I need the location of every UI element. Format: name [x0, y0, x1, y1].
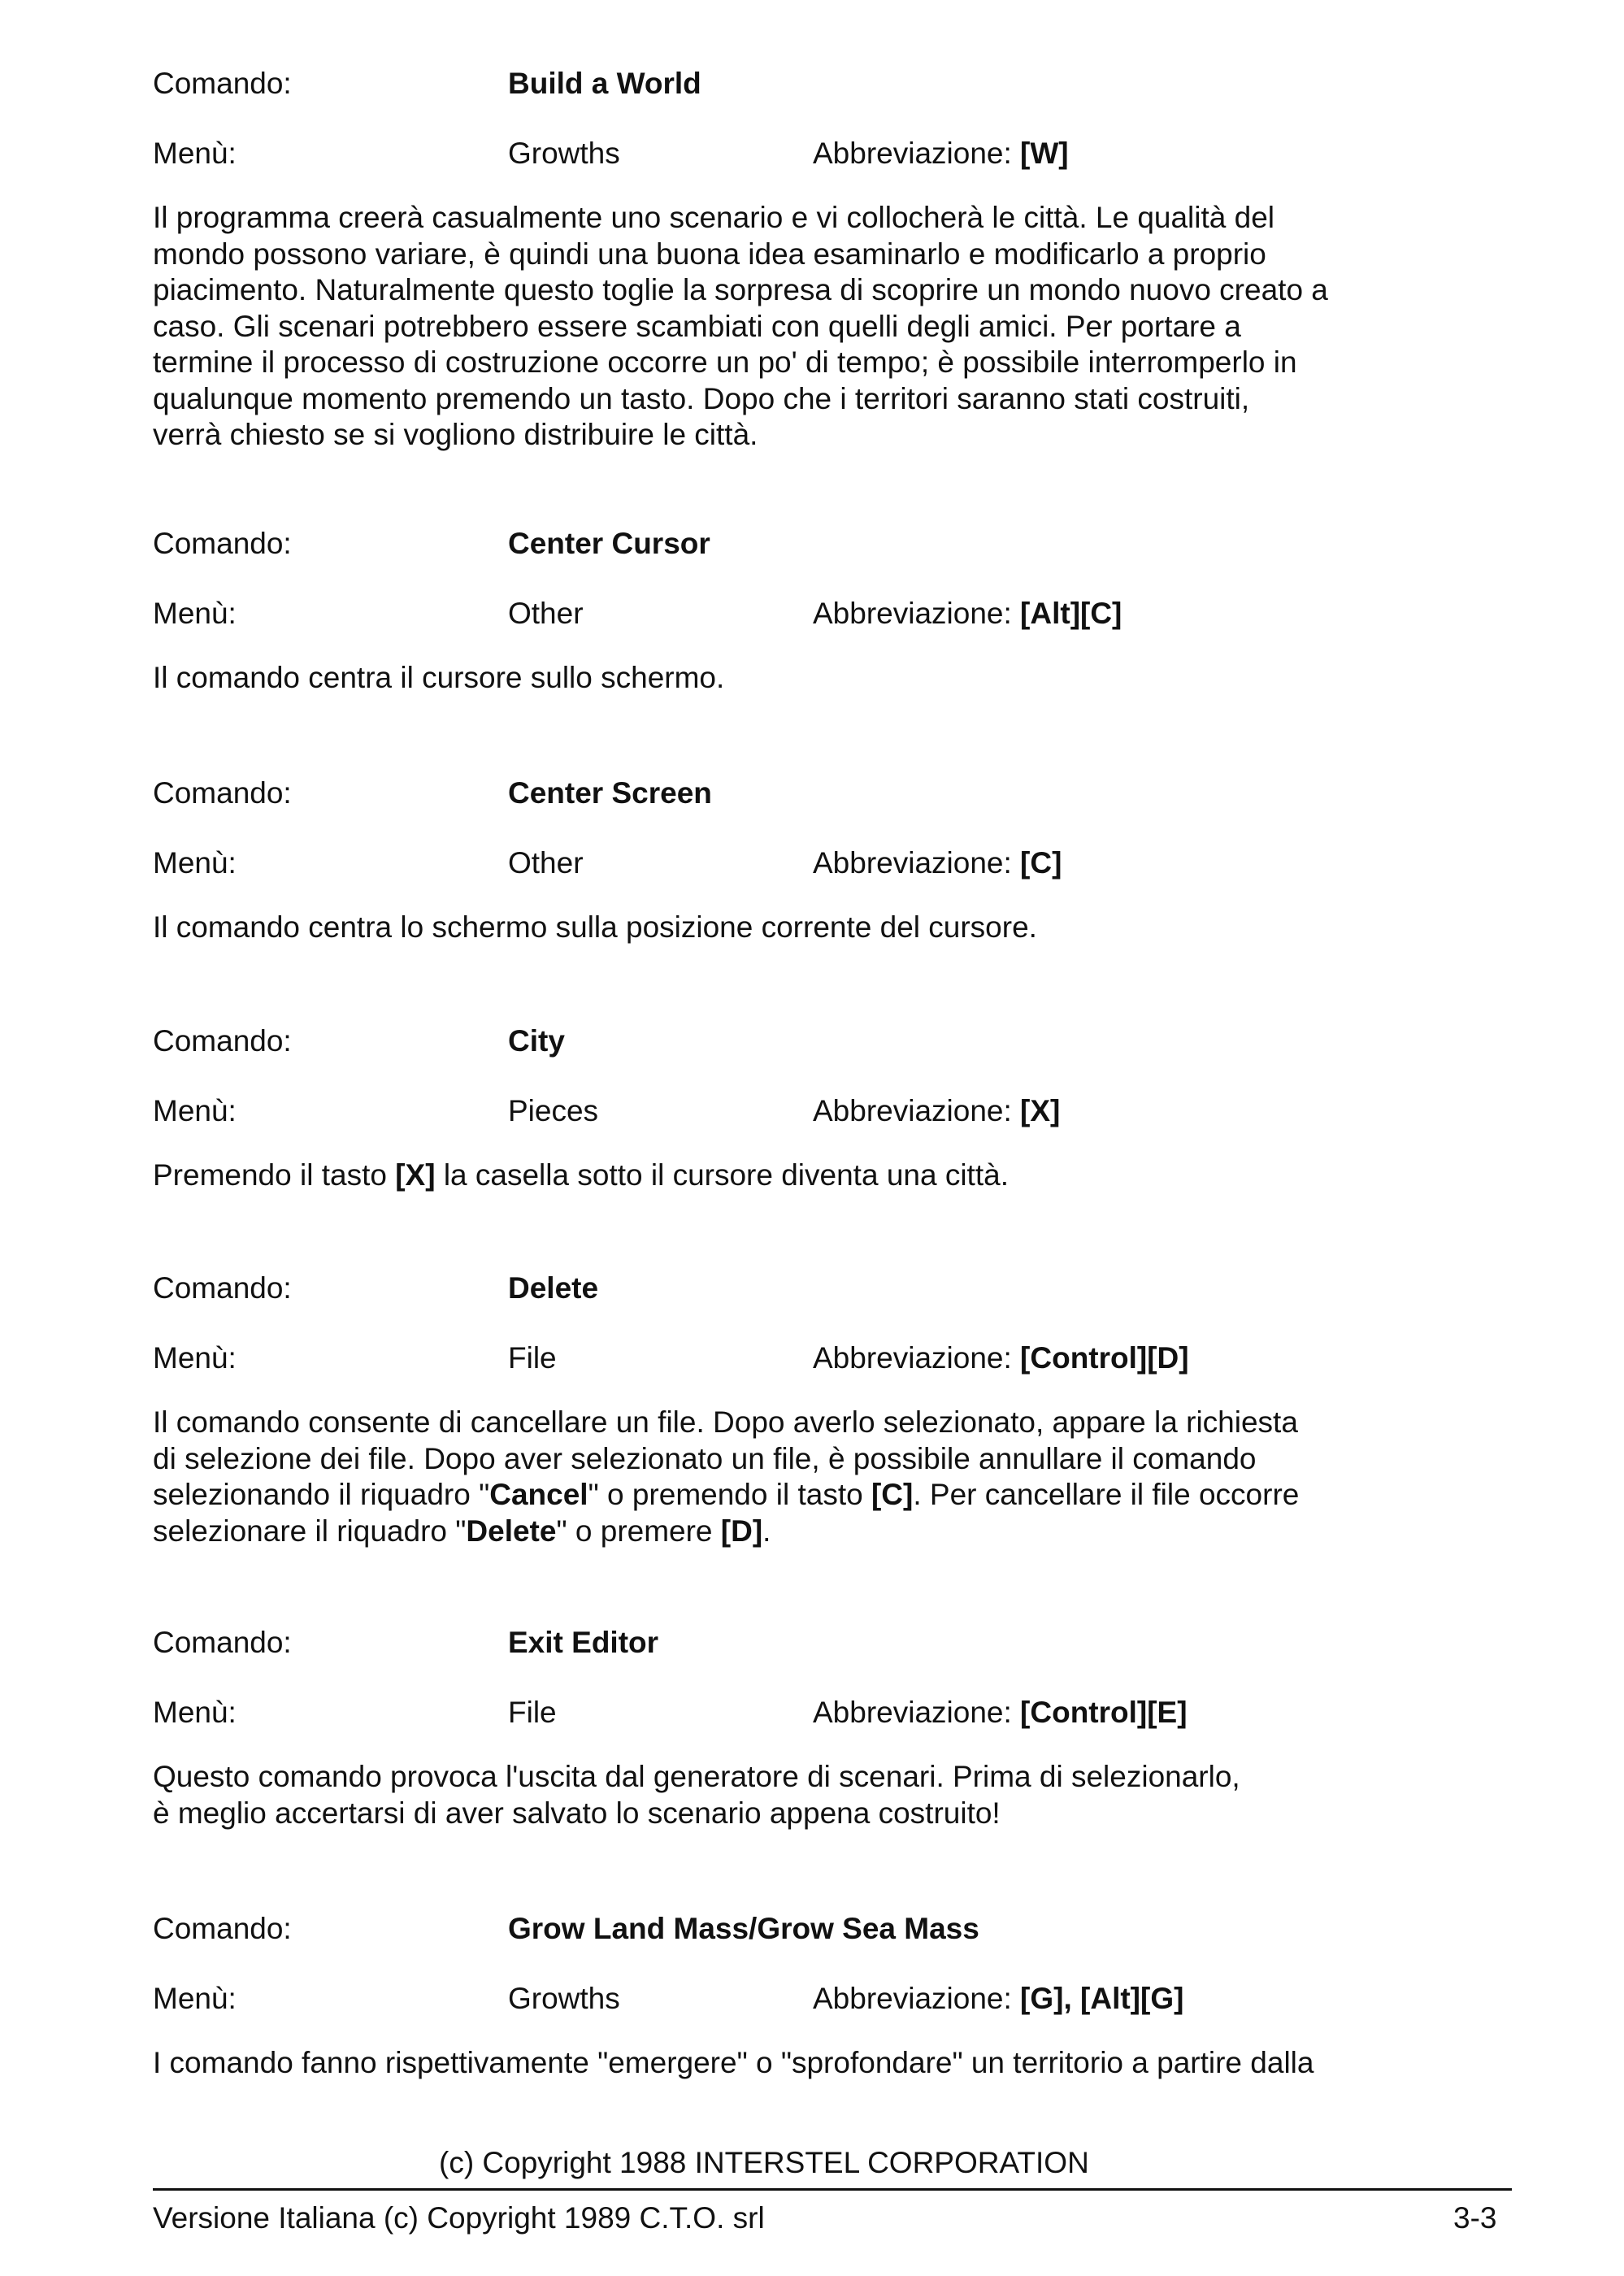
- command-description: Questo comando provoca l'uscita dal generatore di scenari. Prima di selezionarlo, è meglio accertarsi di aver salvato lo scenario appena costruito!: [153, 1760, 1240, 1830]
- menu-row: [153, 1974, 1518, 2024]
- command-entry-city: [153, 1016, 1518, 1194]
- command-name: Exit Editor: [508, 1626, 659, 1659]
- menu-label: Menù:: [153, 1341, 237, 1375]
- menu-value: File: [508, 1341, 557, 1375]
- command-entry-build-a-world: [153, 59, 1518, 454]
- command-name: Center Screen: [508, 776, 712, 810]
- command-name: Delete: [508, 1271, 599, 1305]
- command-label: Comando:: [153, 776, 292, 810]
- command-description: [153, 1405, 1518, 1549]
- menu-label: Menù:: [153, 846, 237, 880]
- footer-copyright: (c) Copyright 1988 INTERSTEL CORPORATION: [439, 2146, 1089, 2179]
- menu-label: Menù:: [153, 1982, 237, 2015]
- menu-value: Pieces: [508, 1094, 599, 1127]
- command-description: I comando fanno rispettivamente "emergere" o "sprofondare" un territorio a partire dalla: [153, 2046, 1314, 2079]
- description-text: Premendo il tasto: [153, 1158, 396, 1192]
- abbreviation-key: [Control][E]: [1020, 1696, 1188, 1729]
- description-text: " o premendo il tasto: [588, 1478, 871, 1511]
- key-text: [X]: [395, 1158, 436, 1192]
- key-text: Cancel: [489, 1478, 588, 1511]
- command-entry-grow-land-sea-mass: [153, 1904, 1518, 2082]
- abbreviation: [813, 128, 1069, 179]
- command-description: Il comando centra lo schermo sulla posizione corrente del cursore.: [153, 910, 1037, 944]
- abbreviation-key: [Alt][C]: [1020, 597, 1122, 630]
- description-text: la casella sotto il cursore diventa una città.: [435, 1158, 1009, 1192]
- command-label: Comando:: [153, 1626, 292, 1659]
- command-entry-center-screen: [153, 768, 1518, 946]
- description-text: " o premere: [556, 1514, 721, 1548]
- abbreviation: [813, 1086, 1060, 1136]
- footer-divider: [153, 2188, 1512, 2191]
- command-row: [153, 1263, 1518, 1314]
- command-label: Comando:: [153, 1912, 292, 1945]
- command-label: Comando:: [153, 67, 292, 100]
- command-entry-delete: [153, 1263, 1518, 1549]
- abbreviation: [813, 589, 1122, 639]
- command-name: City: [508, 1024, 565, 1058]
- abbreviation: [813, 838, 1062, 888]
- menu-value: Growths: [508, 137, 620, 170]
- command-description: Il programma creerà casualmente uno scenario e vi collocherà le città. Le qualità del mondo possono variare, è quindi una buona idea esaminarlo e modificarlo a proprio piacimento. Naturalmente questo toglie la sorpresa di scoprire un mondo nuovo creato a caso. Gli scenari potrebbero essere scambiati con quelli degli amici. Per portare a termine il processo di costruzione occorre un po' di tempo; è possibile interromperlo in qualunque momento premendo un tasto. Dopo che i territori saranno stati costruiti, verrà chiesto se si vogliono distribuire le città.: [153, 201, 1328, 451]
- abbreviation-label: Abbreviazione:: [813, 1696, 1012, 1729]
- abbreviation-label: Abbreviazione:: [813, 137, 1012, 170]
- abbreviation: [813, 1333, 1189, 1383]
- description-text: Il comando consente di cancellare un file. Dopo averlo selezionato, appare la richiesta di selezione dei file. Dopo aver selezionato un file, è possibile annullare il comando selezionando il riquadro ": [153, 1405, 1298, 1511]
- menu-row: [153, 838, 1518, 888]
- menu-row: [153, 1687, 1518, 1738]
- footer-version: Versione Italiana (c) Copyright 1989 C.T.O. srl: [153, 2201, 765, 2235]
- abbreviation-key: [C]: [1020, 846, 1062, 880]
- command-name: Build a World: [508, 67, 701, 100]
- abbreviation-label: Abbreviazione:: [813, 1982, 1012, 2015]
- command-description: [153, 1158, 1518, 1194]
- command-name: Center Cursor: [508, 527, 710, 560]
- command-label: Comando:: [153, 1271, 292, 1305]
- menu-label: Menù:: [153, 137, 237, 170]
- command-entry-center-cursor: [153, 519, 1518, 697]
- abbreviation-key: [W]: [1020, 137, 1069, 170]
- command-row: [153, 519, 1518, 569]
- command-row: [153, 1016, 1518, 1066]
- command-row: [153, 768, 1518, 819]
- menu-row: [153, 128, 1518, 179]
- abbreviation-key: [G], [Alt][G]: [1020, 1982, 1184, 2015]
- command-row: [153, 1904, 1518, 1954]
- key-text: Delete: [466, 1514, 557, 1548]
- abbreviation-label: Abbreviazione:: [813, 1341, 1012, 1375]
- command-row: [153, 59, 1518, 109]
- abbreviation-key: [X]: [1020, 1094, 1061, 1127]
- key-text: [D]: [720, 1514, 763, 1548]
- abbreviation: [813, 1687, 1188, 1738]
- menu-value: Other: [508, 597, 584, 630]
- abbreviation-label: Abbreviazione:: [813, 1094, 1012, 1127]
- command-row: [153, 1618, 1518, 1668]
- abbreviation-label: Abbreviazione:: [813, 846, 1012, 880]
- command-entry-exit-editor: [153, 1618, 1518, 1831]
- command-description: Il comando centra il cursore sullo schermo.: [153, 661, 725, 694]
- abbreviation-label: Abbreviazione:: [813, 597, 1012, 630]
- command-label: Comando:: [153, 1024, 292, 1058]
- menu-row: [153, 1333, 1518, 1383]
- abbreviation-key: [Control][D]: [1020, 1341, 1189, 1375]
- description-text: . Per cancellare il file occorre selezionare il riquadro ": [153, 1478, 1300, 1548]
- command-name: Grow Land Mass/Grow Sea Mass: [508, 1912, 979, 1945]
- page-number: 3-3: [1453, 2201, 1497, 2235]
- menu-value: Growths: [508, 1982, 620, 2015]
- menu-label: Menù:: [153, 597, 237, 630]
- abbreviation: [813, 1974, 1183, 2024]
- command-label: Comando:: [153, 527, 292, 560]
- key-text: [C]: [871, 1478, 914, 1511]
- menu-row: [153, 1086, 1518, 1136]
- menu-value: File: [508, 1696, 557, 1729]
- menu-label: Menù:: [153, 1094, 237, 1127]
- description-text: .: [762, 1514, 771, 1548]
- menu-row: [153, 589, 1518, 639]
- menu-label: Menù:: [153, 1696, 237, 1729]
- menu-value: Other: [508, 846, 584, 880]
